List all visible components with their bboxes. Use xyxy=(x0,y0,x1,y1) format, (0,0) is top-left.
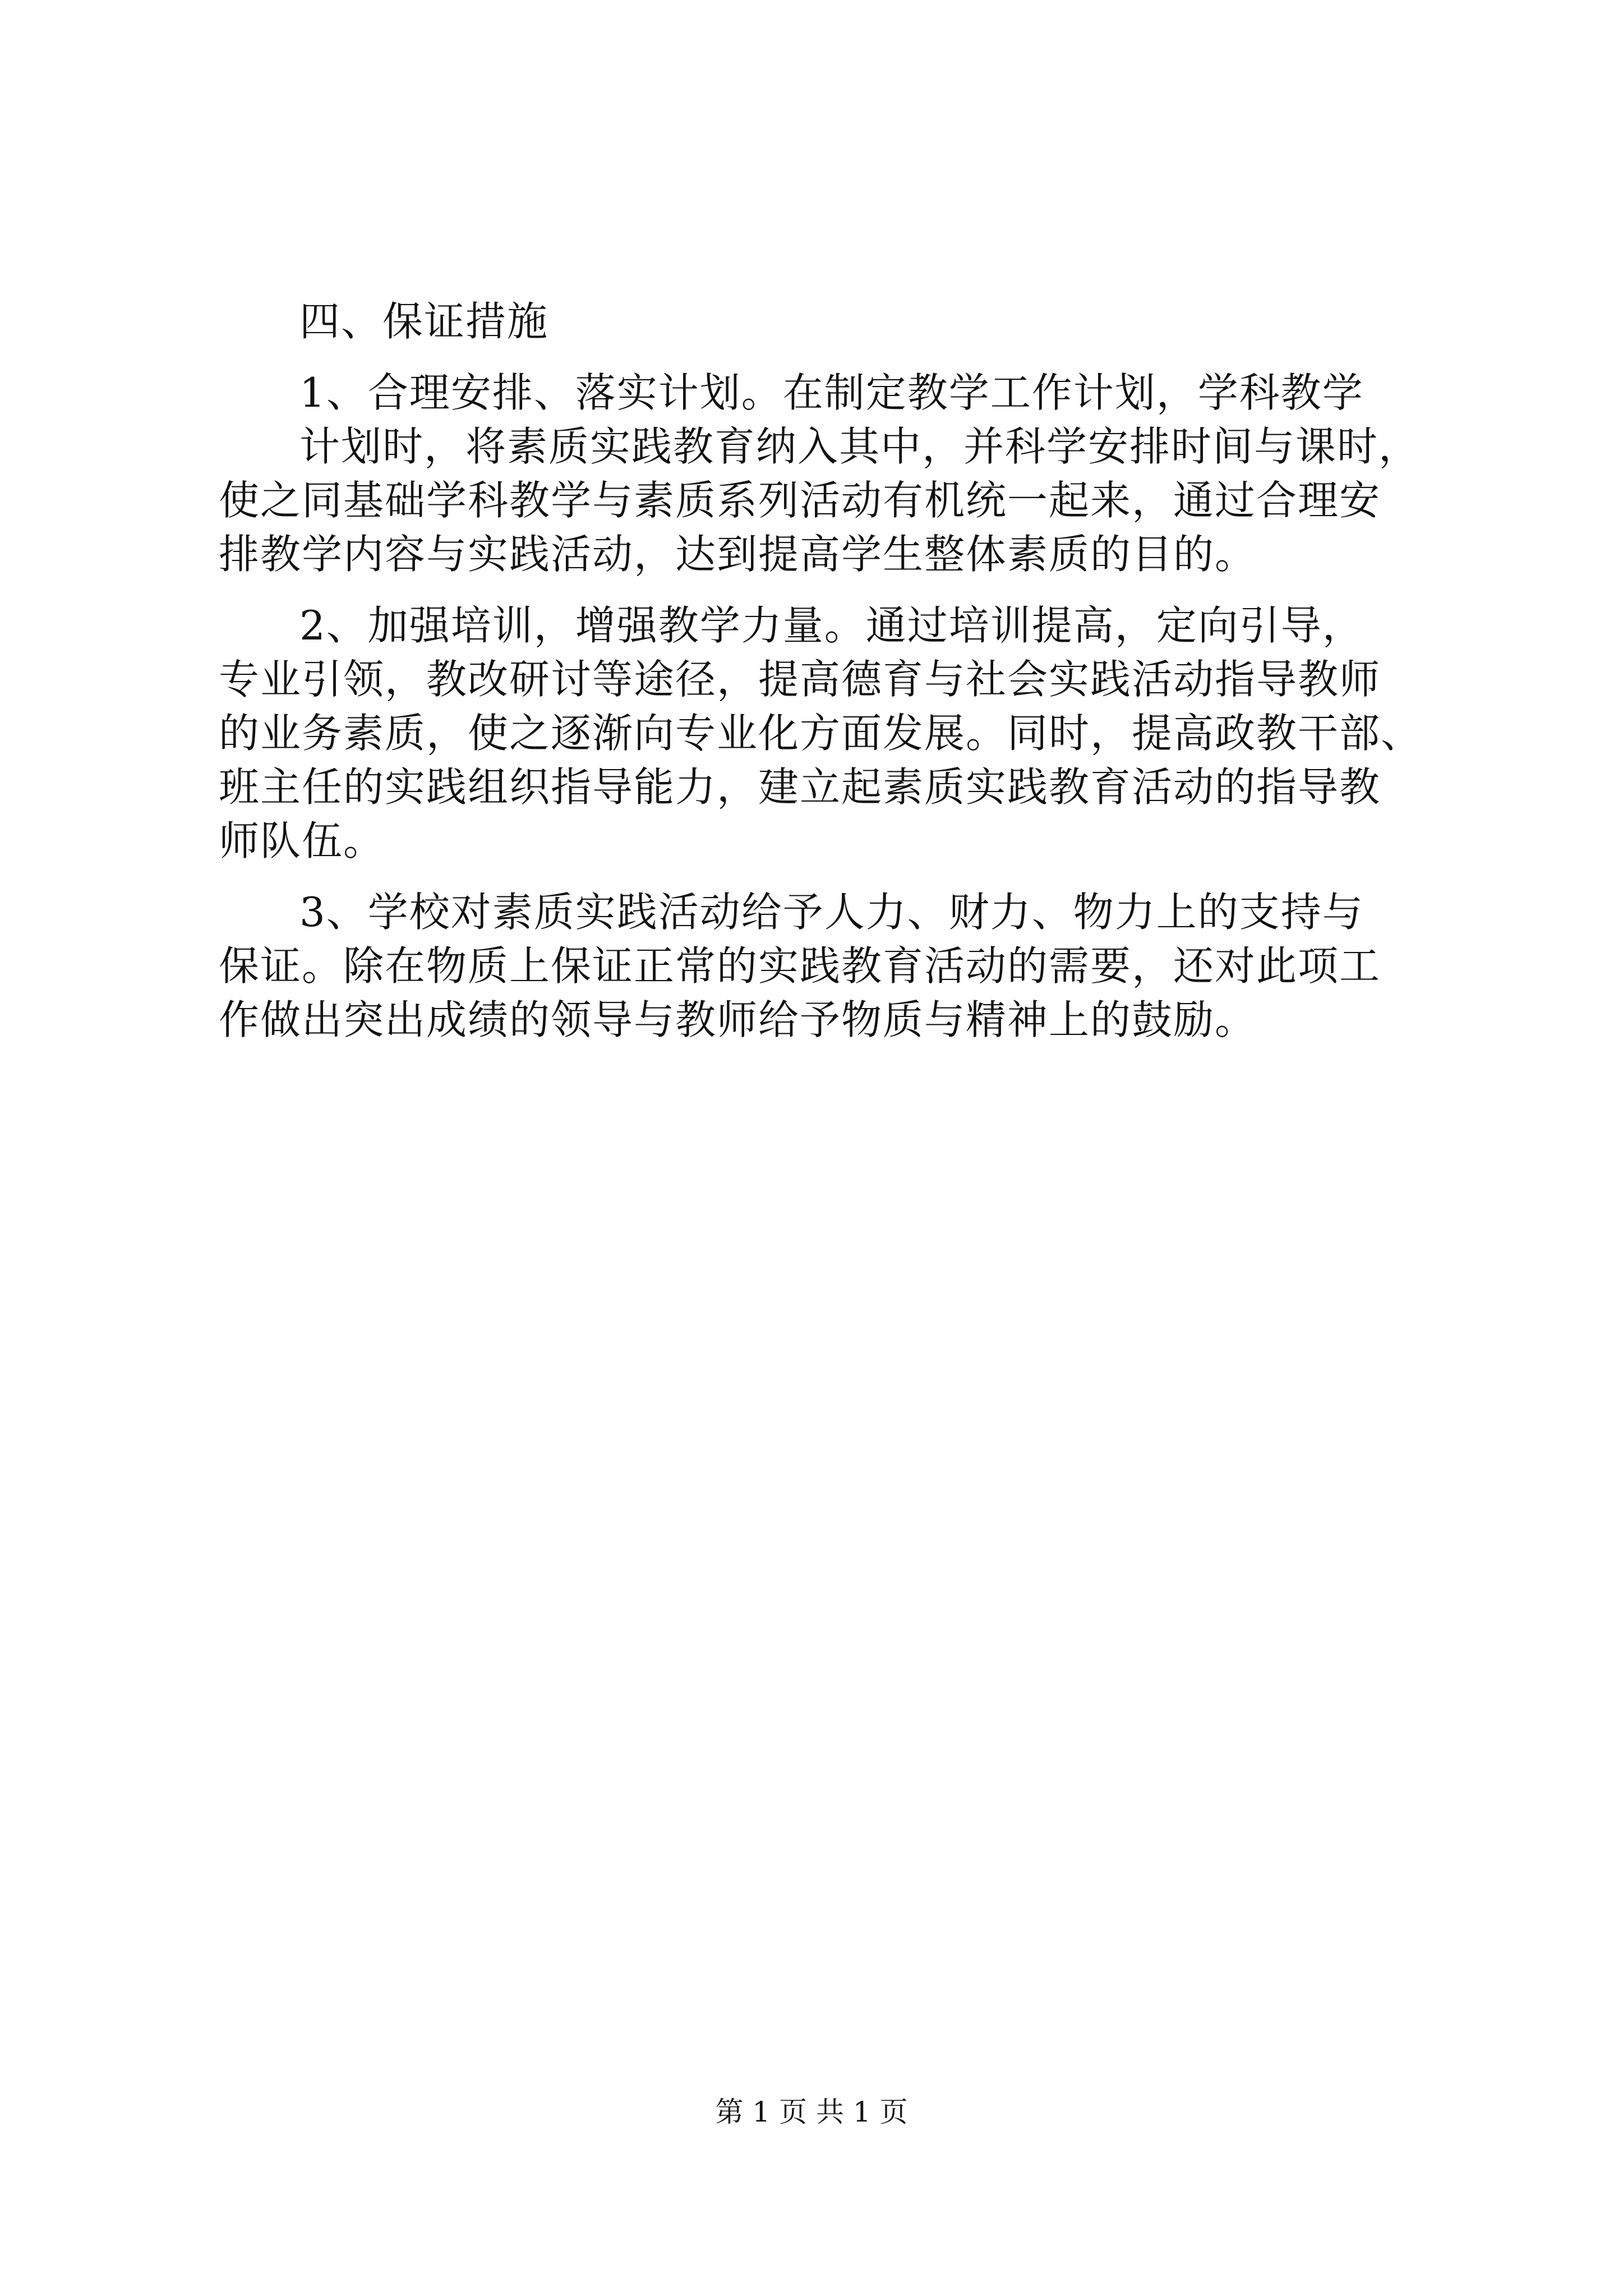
paragraph-1 xyxy=(219,369,1421,587)
paragraph-line: 保证。除在物质上保证正常的实践教育活动的需要，还对此项工 xyxy=(219,942,1381,990)
paragraph-line: 使之同基础学科教学与素质系列活动有机统一起来，通过合理安 xyxy=(219,477,1381,524)
paragraph-2 xyxy=(219,602,1423,873)
document-body xyxy=(219,298,1423,1052)
paragraph-line: 2、加强培训，增强教学力量。通过培训提高，定向引导， xyxy=(299,602,1364,649)
paragraph-line: 专业引领，教改研讨等途径，提高德育与社会实践活动指导教师 xyxy=(219,656,1381,703)
paragraph-line: 1、合理安排、落实计划。在制定教学工作计划，学科教学 xyxy=(299,369,1364,416)
section-heading: 四、保证措施 xyxy=(299,298,549,345)
paragraph-line: 计划时，将素质实践教育纳入其中，并科学安排时间与课时， xyxy=(299,423,1421,470)
paragraph-line: 排教学内容与实践活动，达到提高学生整体素质的目的。 xyxy=(219,531,1257,578)
paragraph-line: 作做出突出成绩的领导与教师给予物质与精神上的鼓励。 xyxy=(219,996,1257,1043)
paragraph-3 xyxy=(219,891,1413,1052)
paragraph-line: 的业务素质，使之逐渐向专业化方面发展。同时，提高政教干部、 xyxy=(219,710,1423,757)
page-number-footer: 第 1 页 共 1 页 xyxy=(715,2096,908,2128)
paragraph-line: 班主任的实践组织指导能力，建立起素质实践教育活动的指导教 xyxy=(219,763,1381,811)
paragraph-line: 师队伍。 xyxy=(219,817,385,864)
paragraph-line: 3、学校对素质实践活动给予人力、财力、物力上的支持与 xyxy=(299,889,1364,936)
